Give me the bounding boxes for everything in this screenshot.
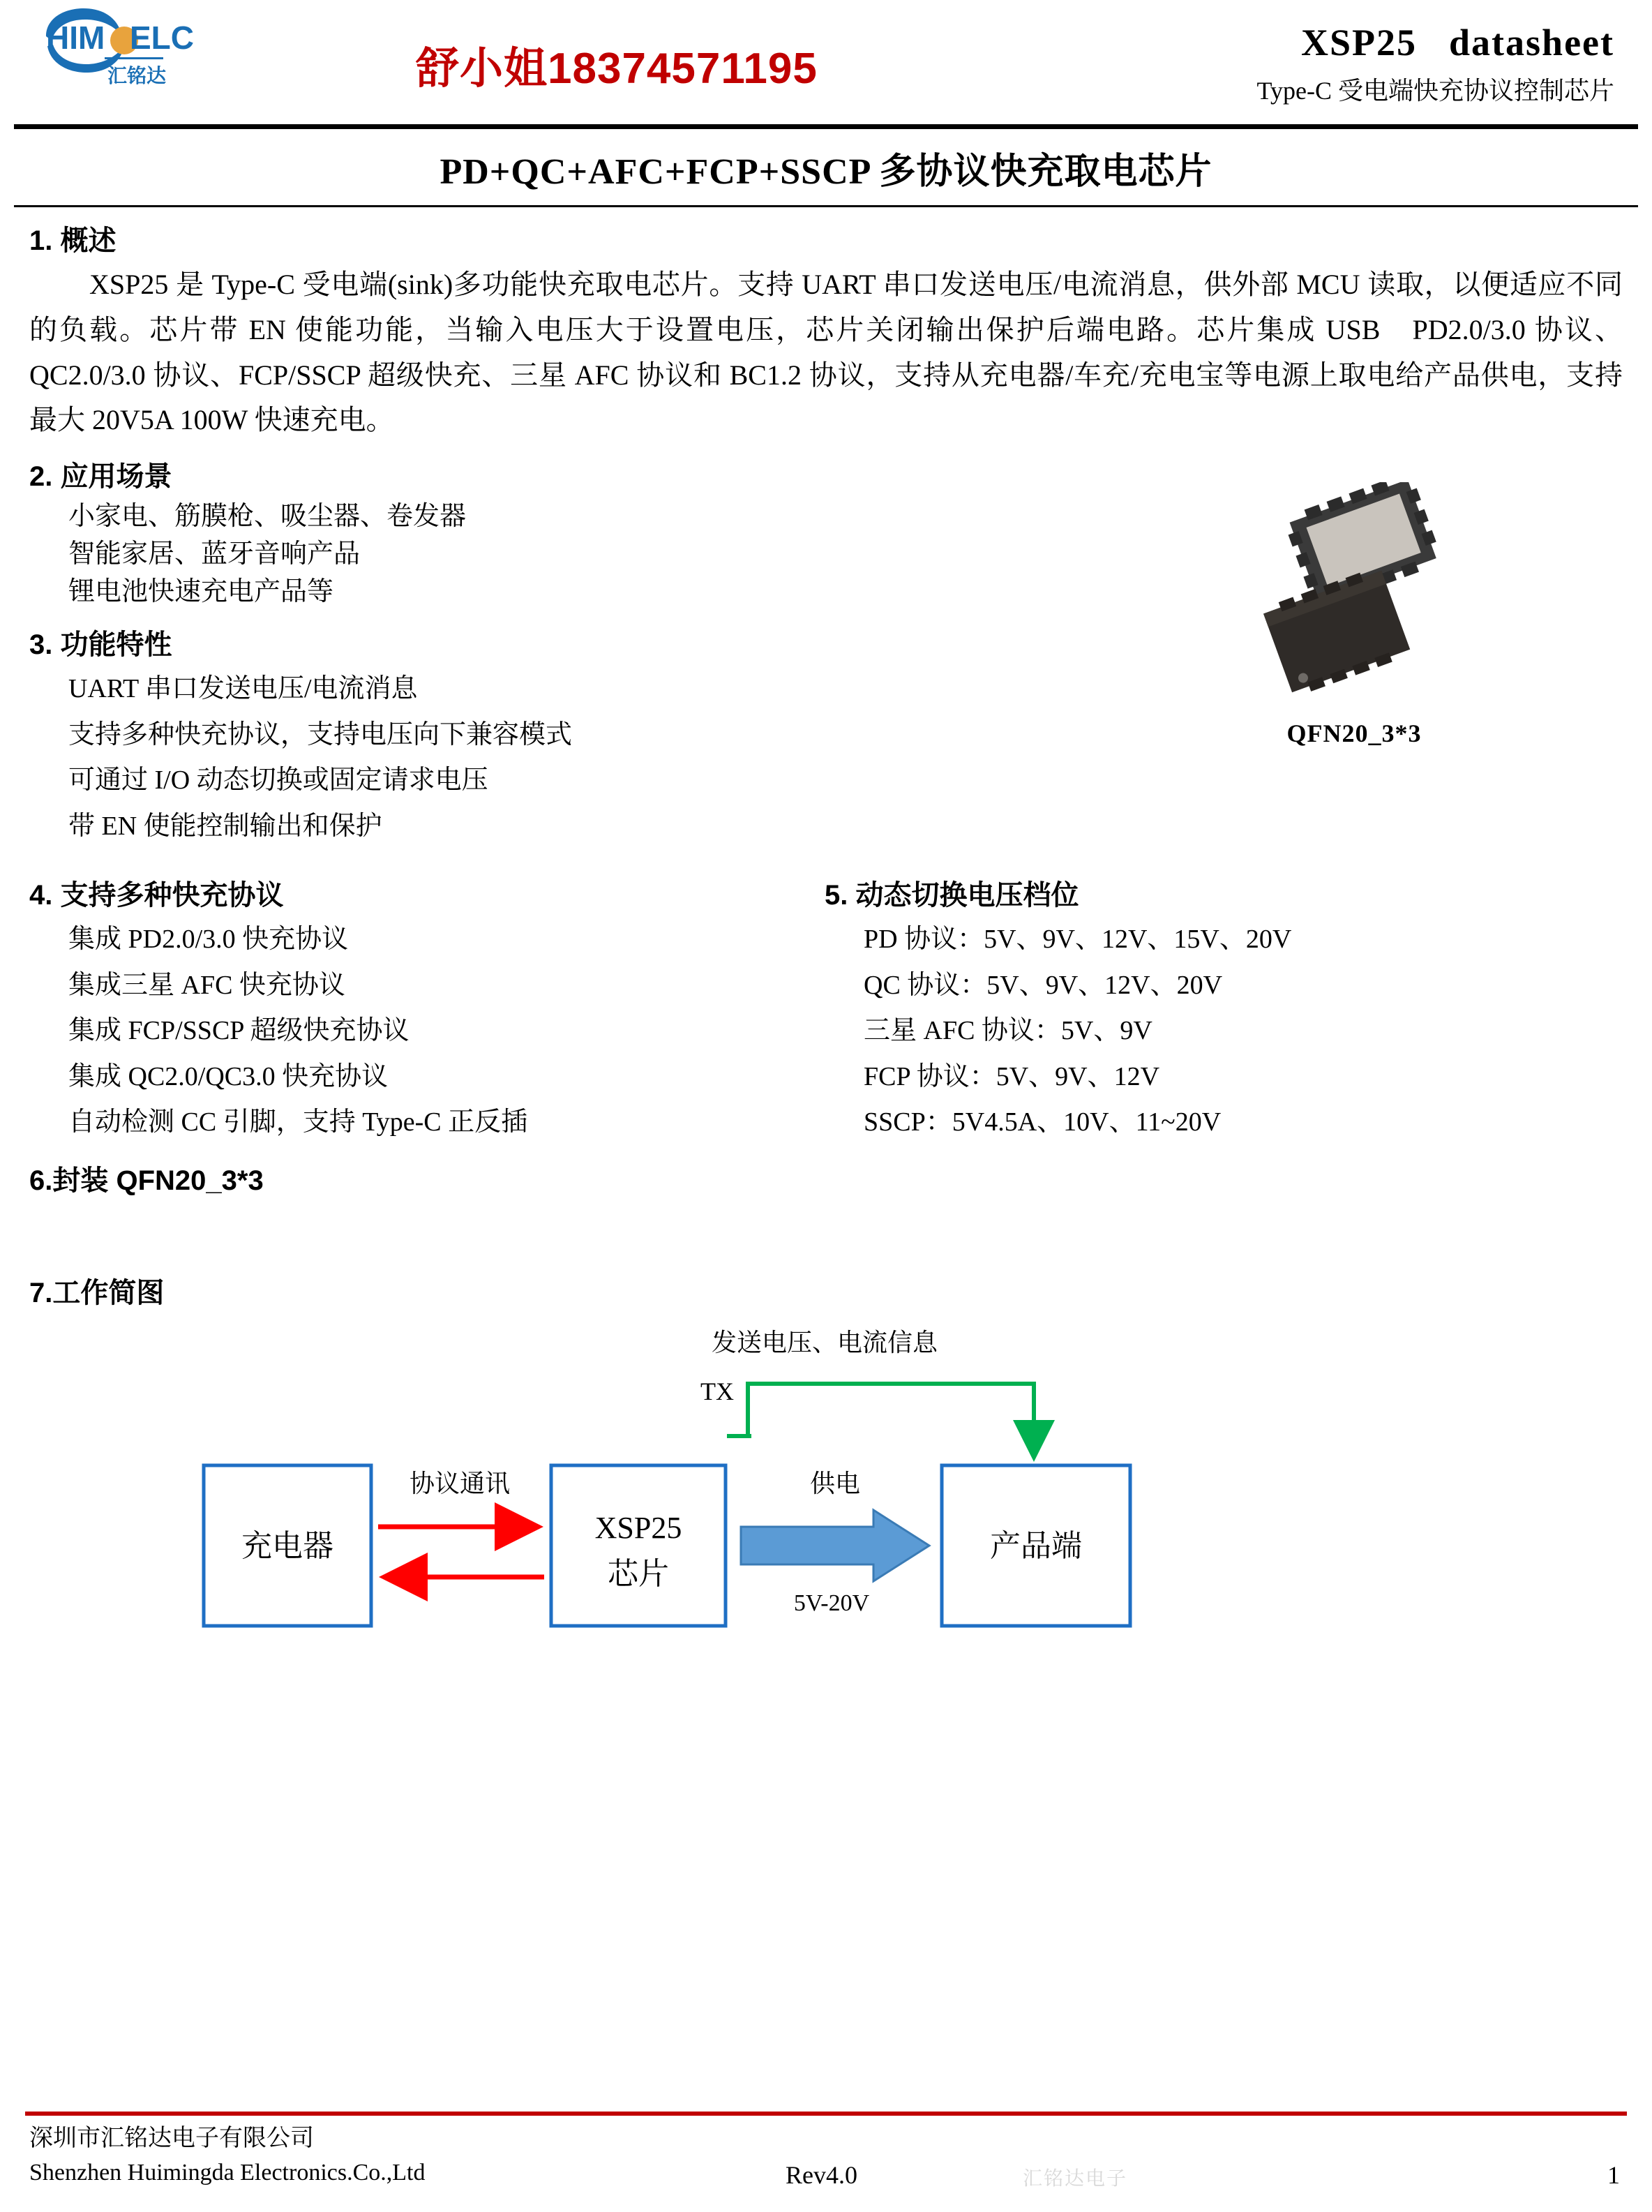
svg-text:产品端: 产品端 xyxy=(990,1528,1082,1563)
list-item: 可通过 I/O 动态切换或固定请求电压 xyxy=(68,765,488,795)
list-item: 小家电、筋膜枪、吸尘器、卷发器 xyxy=(68,502,467,532)
list-item: 三星 AFC 协议：5V、9V xyxy=(864,1016,1152,1046)
svg-text:发送电压、电流信息: 发送电压、电流信息 xyxy=(711,1328,938,1357)
section-heading-protocols: 4. 支持多种快充协议 xyxy=(29,880,284,911)
section-heading-package: 6.封装 QFN20_3*3 xyxy=(29,1165,264,1196)
list-item: 锂电池快速充电产品等 xyxy=(68,577,334,607)
voltages-list xyxy=(818,917,1623,1146)
list-item: 集成三星 AFC 快充协议 xyxy=(68,970,345,1000)
footer-company xyxy=(29,2121,426,2190)
company-name-en: Shenzhen Huimingda Electronics.Co.,Ltd xyxy=(29,2160,426,2186)
footer-page-number: 1 xyxy=(1607,2161,1620,2189)
svg-text:充电器: 充电器 xyxy=(241,1528,333,1563)
protocols-list xyxy=(29,917,818,1146)
svg-text:XSP25: XSP25 xyxy=(594,1510,682,1545)
header-divider-thin xyxy=(14,205,1638,207)
section-heading-features: 3. 功能特性 xyxy=(29,629,172,661)
chip-caption: QFN20_3*3 xyxy=(1286,719,1422,748)
block-diagram xyxy=(29,1317,1627,1680)
list-item: 带 EN 使能控制输出和保护 xyxy=(68,811,382,841)
svg-text:HIM: HIM xyxy=(46,20,105,56)
list-item: 智能家居、蓝牙音响产品 xyxy=(68,539,361,569)
page-footer xyxy=(25,2112,1627,2198)
svg-text:协议通讯: 协议通讯 xyxy=(409,1469,511,1497)
chip-package-figure xyxy=(1190,482,1518,748)
doc-type: datasheet xyxy=(1449,22,1614,63)
contact-phone: 舒小姐18374571195 xyxy=(416,45,818,93)
protocols-voltages-row xyxy=(29,862,1623,1146)
list-item: UART 串口发送电压/电流消息 xyxy=(68,674,418,704)
company-logo xyxy=(40,4,264,87)
section-heading-overview: 1. 概述 xyxy=(29,225,117,256)
list-item: 集成 QC2.0/QC3.0 快充协议 xyxy=(68,1061,389,1091)
qfn20-chip-image xyxy=(1190,482,1518,705)
banner-title: PD+QC+AFC+FCP+SSCP 多协议快充取电芯片 xyxy=(440,152,1212,192)
list-item: 集成 FCP/SSCP 超级快充协议 xyxy=(68,1016,410,1046)
product-name: XSP25 xyxy=(1301,22,1418,63)
list-item: SSCP：5V4.5A、10V、11~20V xyxy=(864,1107,1222,1137)
list-item: 支持多种快充协议，支持电压向下兼容模式 xyxy=(68,719,573,749)
protocols-column xyxy=(29,862,818,1146)
list-item: 集成 PD2.0/3.0 快充协议 xyxy=(68,925,349,955)
company-name-cn: 深圳市汇铭达电子有限公司 xyxy=(29,2125,314,2151)
footer-divider xyxy=(25,2112,1627,2116)
svg-text:芯片: 芯片 xyxy=(608,1556,669,1591)
overview-text: XSP25 是 Type-C 受电端(sink)多功能快充取电芯片。支持 UART 串口发送电压/电流消息，供外部 MCU 读取，以便适应不同的负载。芯片带 EN 使能功能，当输入电压大于设置电压，芯片关闭输出保护后端电路。芯片集成 USB PD2.0/3.0 协议、QC2.0/3.0 协议、FCP/SSCP 超级快充、三星 AFC 协议和 BC1.2 协议，支持从充电器/车充/充电宝等电源上取电给产品供电，支持最大 20V5A 100W 快速充电。 xyxy=(29,269,1623,436)
product-subtitle: Type-C 受电端快充协议控制芯片 xyxy=(1256,77,1614,105)
svg-text:ELC: ELC xyxy=(130,20,194,56)
document-body xyxy=(25,218,1627,1680)
svg-text:TX: TX xyxy=(700,1377,734,1405)
section-heading-diagram: 7.工作简图 xyxy=(29,1277,165,1308)
footer-revision: Rev4.0 xyxy=(786,2161,857,2189)
list-item: 自动检测 CC 引脚，支持 Type-C 正反插 xyxy=(68,1107,528,1137)
footer-watermark: 汇铭达电子 xyxy=(1023,2168,1128,2190)
list-item: PD 协议：5V、9V、12V、15V、20V xyxy=(864,925,1292,955)
header-divider-thick xyxy=(14,124,1638,129)
svg-text:供电: 供电 xyxy=(809,1469,861,1497)
voltages-column xyxy=(818,862,1623,1146)
section-heading-voltages: 5. 动态切换电压档位 xyxy=(825,880,1079,911)
list-item: FCP 协议：5V、9V、12V xyxy=(864,1061,1160,1091)
page-header xyxy=(25,0,1627,124)
section-heading-applications: 2. 应用场景 xyxy=(29,461,172,493)
svg-text:汇铭达: 汇铭达 xyxy=(107,65,167,87)
svg-text:5V-20V: 5V-20V xyxy=(793,1590,870,1616)
product-title xyxy=(1257,21,1614,64)
header-product-block xyxy=(1257,21,1614,107)
list-item: QC 协议：5V、9V、12V、20V xyxy=(864,970,1223,1000)
overview-paragraph xyxy=(29,262,1623,443)
